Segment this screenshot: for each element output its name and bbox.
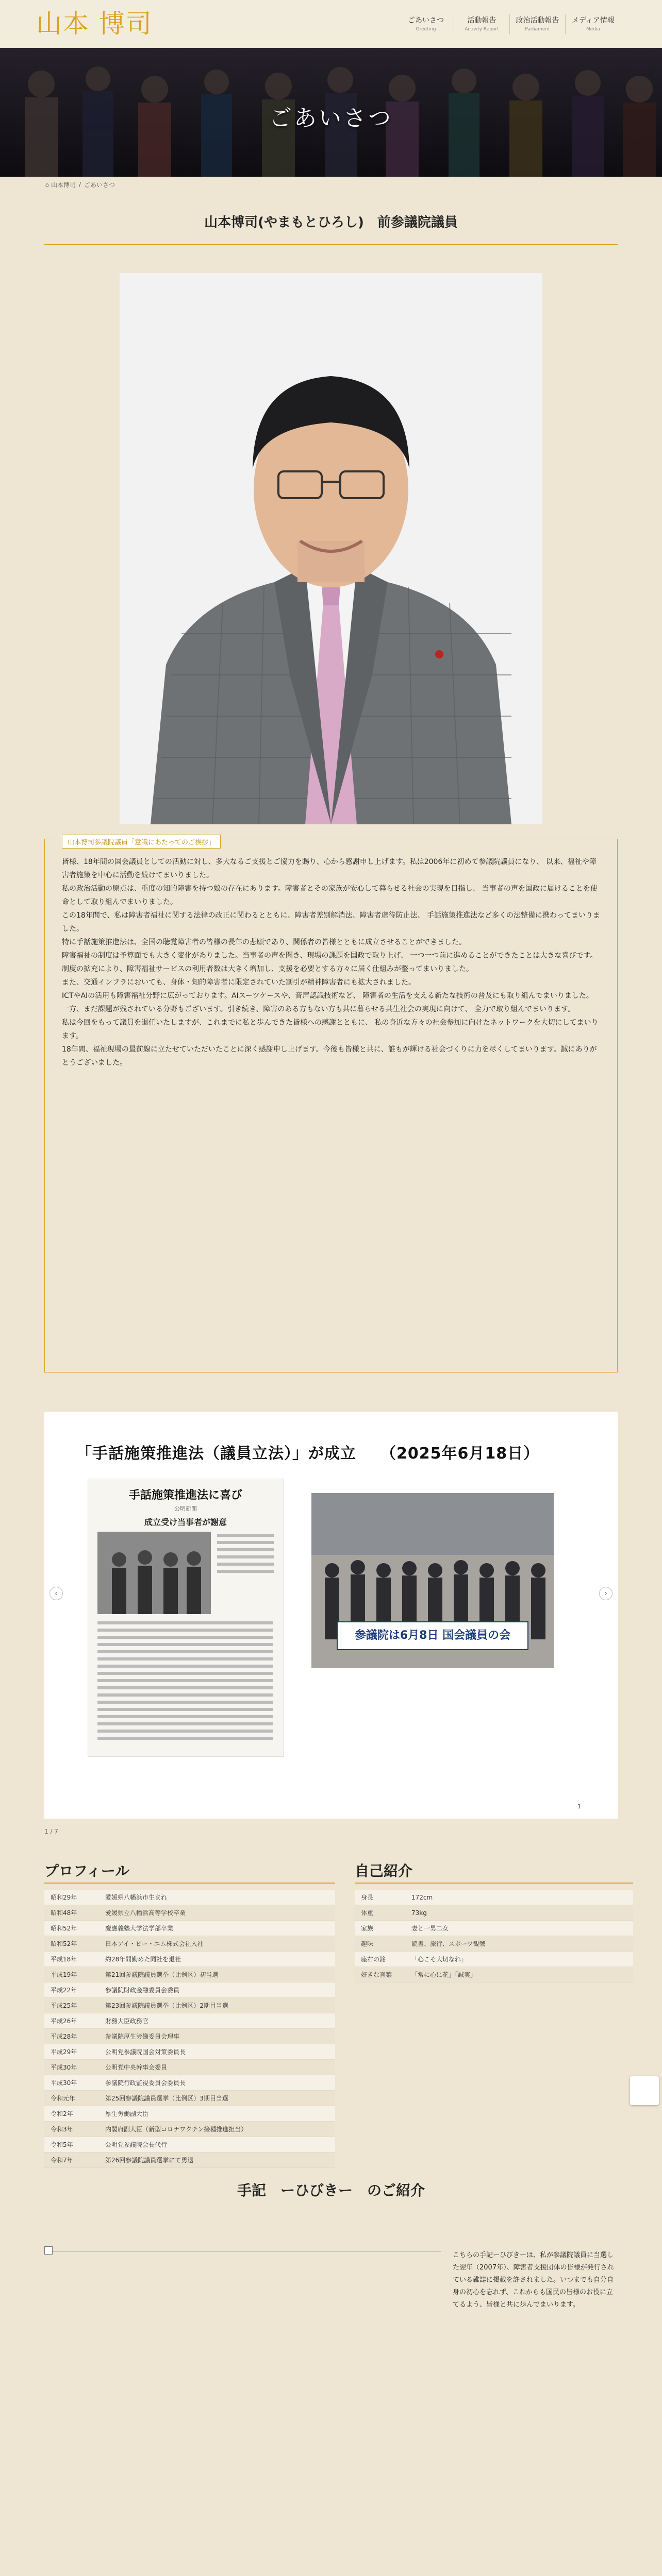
photo-banner: 参議院は6月8日 国会議員の会 [354,1629,511,1642]
table-row [44,1921,335,1936]
profile-table [44,1890,335,2168]
table-row [44,2029,335,2044]
self-key: 趣味 [361,1940,374,1947]
table-row [355,1952,633,1967]
nav-sublabel: Activity Report [465,27,499,32]
self-value: 73kg [411,1909,427,1917]
table-row [44,2122,335,2137]
self-key: 家族 [361,1925,374,1932]
profile-event: 参議院厚生労働委員会理事 [105,2033,180,2040]
profile-year: 平成30年 [51,2079,77,2087]
profile-year: 令和5年 [51,2141,73,2148]
profile-year: 平成28年 [51,2033,77,2040]
nav-greeting[interactable] [398,14,454,34]
nav-label: ごあいさつ [408,16,444,25]
newspaper-clipping [88,1479,284,1757]
hero-banner [0,48,662,177]
profile-event: 第26回参議院議員選挙にて勇退 [105,2157,194,2164]
profile-event: 日本アイ・ビー・エム株式会社入社 [105,1940,204,1947]
slider-counter: 1 / 7 [44,1828,58,1835]
table-row [355,1921,633,1936]
site-logo[interactable]: 山本 博司 [36,9,153,39]
profile-event: 参議院行政監視委員会委員長 [105,2079,186,2087]
intro-text [62,855,601,1070]
table-row [44,1998,335,2013]
table-row [44,2091,335,2106]
breadcrumb-separator: / [79,181,81,188]
profile-event: 公明党参議院会長代行 [105,2141,168,2148]
broken-image-icon [44,2246,53,2255]
profile-event: 第23回参議院議員選挙（比例区）2期目当選 [105,2002,228,2009]
self-value: 読書、旅行、スポーツ観戦 [411,1940,486,1947]
profile-year: 平成22年 [51,1987,77,1994]
intro-paragraph: また、交通インフラにおいても、身体・知的障害者に限定されていた割引が精神障害者にも拡大されました。 [62,978,416,987]
notebook-heading: 手記 ーひびきー のご紹介 [237,2182,425,2199]
breadcrumb-home[interactable]: 山本博司 [51,181,76,189]
slider-next-button[interactable]: › [599,1587,613,1600]
profile-event: 第25回参議院議員選挙（比例区）3期目当選 [105,2095,228,2102]
table-row [355,1967,633,1982]
intro-paragraph: ICTやAIの活用も障害福祉分野に広がっております。AIスーツケースや、音声認識技術など、 障害者の生活を支える新たな技術の普及にも取り組んでまいりました。 [62,992,593,1000]
profile-event: 厚生労働副大臣 [105,2110,149,2117]
profile-event: 愛媛県立八幡浜高等学校卒業 [105,1909,186,1917]
table-row [44,2013,335,2029]
self-intro-divider [355,1883,633,1884]
clip-photo [88,1529,284,1755]
self-key: 座右の銘 [361,1956,386,1963]
table-row [44,2060,335,2075]
profile-year: 昭和52年 [51,1925,77,1932]
nav-label: メディア情報 [572,16,615,25]
clip-caption: 成立受け当事者が謝意 [144,1517,227,1527]
table-row [44,1952,335,1967]
divider [44,244,618,245]
intro-paragraph: 制度の拡充により、障害福祉サービスの利用者数は大きく増加し、支援を必要とする方々に届く仕組みが整ってまいりました。 [62,965,473,973]
self-value: 「心こそ大切なれ」 [411,1956,468,1963]
portrait-photo [120,273,542,824]
breadcrumb [45,177,115,192]
politician-name: 山本博司(やまもとひろし) 前参議院議員 [204,215,458,230]
profile-year: 平成18年 [51,1956,77,1963]
nav-media[interactable] [565,14,621,34]
table-row [355,1905,633,1921]
profile-year: 平成26年 [51,2018,77,2025]
profile-year: 令和元年 [51,2095,76,2102]
profile-year: 令和2年 [51,2110,73,2117]
profile-year: 令和3年 [51,2126,73,2133]
profile-event: 内閣府副大臣（新型コロナワクチン接種推進担当） [105,2126,247,2133]
table-row [44,1982,335,1998]
intro-paragraph: 障害福祉の制度は予算面でも大きく変化がありました。当事者の声を聞き、現場の課題を国政で取り上げ、 一つ一つ前に進めることができたことは大きな喜びです。 [62,952,598,960]
profile-divider [44,1883,335,1884]
intro-paragraph: この18年間で、私は障害者福祉に関する法律の改正に関わるとともに、障害者差別解消法、障害者虐待防止法、 手話施策推進法など多くの法整備に携わってまいりました。 [62,911,600,933]
self-key: 身長 [361,1894,374,1901]
table-row [44,1890,335,1905]
table-row [355,1936,633,1952]
nav-sublabel: Parliament [525,27,550,32]
table-row [44,2075,335,2091]
table-row [44,1936,335,1952]
self-key: 体重 [361,1909,374,1917]
self-value: 「常に心に花」「誠実」 [411,1971,477,1978]
table-row [44,2044,335,2060]
nav-parliament[interactable] [509,14,565,34]
profile-heading: プロフィール [44,1862,130,1879]
slide-number: 1 [577,1803,581,1810]
profile-year: 昭和29年 [51,1894,77,1901]
intro-paragraph: 一方、まだ課題が残されている分野もございます。引き続き、障害のある方もない方も共に暮らせる共生社会の実現に向けて、 全力で取り組んでまいります。 [62,1005,575,1013]
main-nav [398,14,621,34]
nav-sublabel: Greeting [416,27,436,32]
profile-year: 令和7年 [51,2157,73,2164]
main-heading [44,212,618,233]
notebook-text: こちらの手記ーひびきーは、私が参議院議員に当選した翌年（2007年）、障害者支援団体の皆様が発行されている雑誌に掲載を許されました。いつまでも自分自身の初心を忘れず、これからも国民の皆様のお役に立てるよう、皆様と共に歩んでまいります。 [453,2251,614,2309]
clip-source: 公明新聞 [174,1505,197,1512]
profile-event: 慶應義塾大学法学部卒業 [105,1925,174,1932]
self-intro-table [355,1890,633,1982]
profile-year: 平成19年 [51,1971,77,1978]
profile-event: 公明党参議院国会対策委員長 [105,2048,186,2056]
table-row [44,2153,335,2168]
table-row [44,2137,335,2153]
intro-paragraph: 特に手話施策推進法は、全国の聴覚障害者の皆様の長年の悲願であり、関係者の皆様とともに成立させることができました。 [62,938,466,946]
slide-title[interactable]: 「手話施策推進法（議員立法）」が成立 （2025年6月18日） [76,1445,540,1463]
intro-paragraph: 私の政治活動の原点は、重度の知的障害を持つ娘の存在にあります。障害者とその家族が安心して暮らせる社会の実現を目指し、 当事者の声を国政に届けることを使命として取り組んでまいりました。 [62,885,598,906]
clip-headline: 手話施策推進法に喜び [128,1489,242,1502]
intro-paragraph: 18年間、福祉現場の最前線に立たせていただいたことに深く感謝申し上げます。今後も皆様と共に、誰もが輝ける社会づくりに力を尽くしてまいります。誠にありがとうございました。 [62,1045,597,1067]
table-row [44,1905,335,1921]
intro-paragraph: 皆様、18年間の国会議員としての活動に対し、多大なるご支援とご協力を賜り、心から感謝申し上げます。私は2006年に初めて参議院議員になり、 以来、福祉や障害者施策を中心に活動を続けてまいりました。 [62,858,597,879]
profile-event: 公明党中央幹事会委員 [105,2064,168,2071]
portrait-illustration [120,273,542,824]
profile-year: 昭和52年 [51,1940,77,1947]
breadcrumb-current: ごあいさつ [84,181,115,189]
profile-event: 参議院財政金融委員会委員 [105,1987,180,1994]
profile-event: 約28年間勤めた同社を退社 [105,1956,181,1963]
notebook-image-frame [44,2251,441,2252]
nav-label: 活動報告 [467,16,496,25]
home-icon: ⌂ [45,181,49,188]
intro-paragraph: 私は今回をもって議員を退任いたしますが、これまでに私と歩んできた皆様への感謝とともに、 私の身近な方々の社会参加に向けたネットワークを大切にしてまいります。 [62,1019,599,1040]
profile-year: 平成25年 [51,2002,77,2009]
site-header [0,0,662,47]
self-key: 好きな言葉 [361,1971,392,1978]
intro-tag: 山本博司参議院議員「意識にあたってのご挨拶」 [62,835,221,849]
nav-activity[interactable] [454,14,509,34]
profile-year: 平成30年 [51,2064,77,2071]
profile-year: 平成29年 [51,2048,77,2056]
page-title: ごあいさつ [269,105,393,131]
profile-event: 第21回参議院議員選挙（比例区）初当選 [105,1971,219,1978]
profile-event: 愛媛県八幡浜市生まれ [105,1894,168,1901]
group-photo [311,1493,554,1668]
table-row [355,1890,633,1905]
table-row [44,2106,335,2122]
self-value: 妻と一男二女 [411,1925,449,1932]
recaptcha-badge[interactable] [630,2076,659,2105]
nav-sublabel: Media [586,27,601,32]
slider-prev-button[interactable]: ‹ [49,1587,63,1600]
self-value: 172cm [411,1893,433,1901]
table-row [44,1967,335,1982]
profile-year: 昭和48年 [51,1909,77,1917]
profile-event: 財務大臣政務官 [105,2018,149,2025]
nav-label: 政治活動報告 [516,16,559,25]
self-intro-heading: 自己紹介 [355,1862,413,1879]
